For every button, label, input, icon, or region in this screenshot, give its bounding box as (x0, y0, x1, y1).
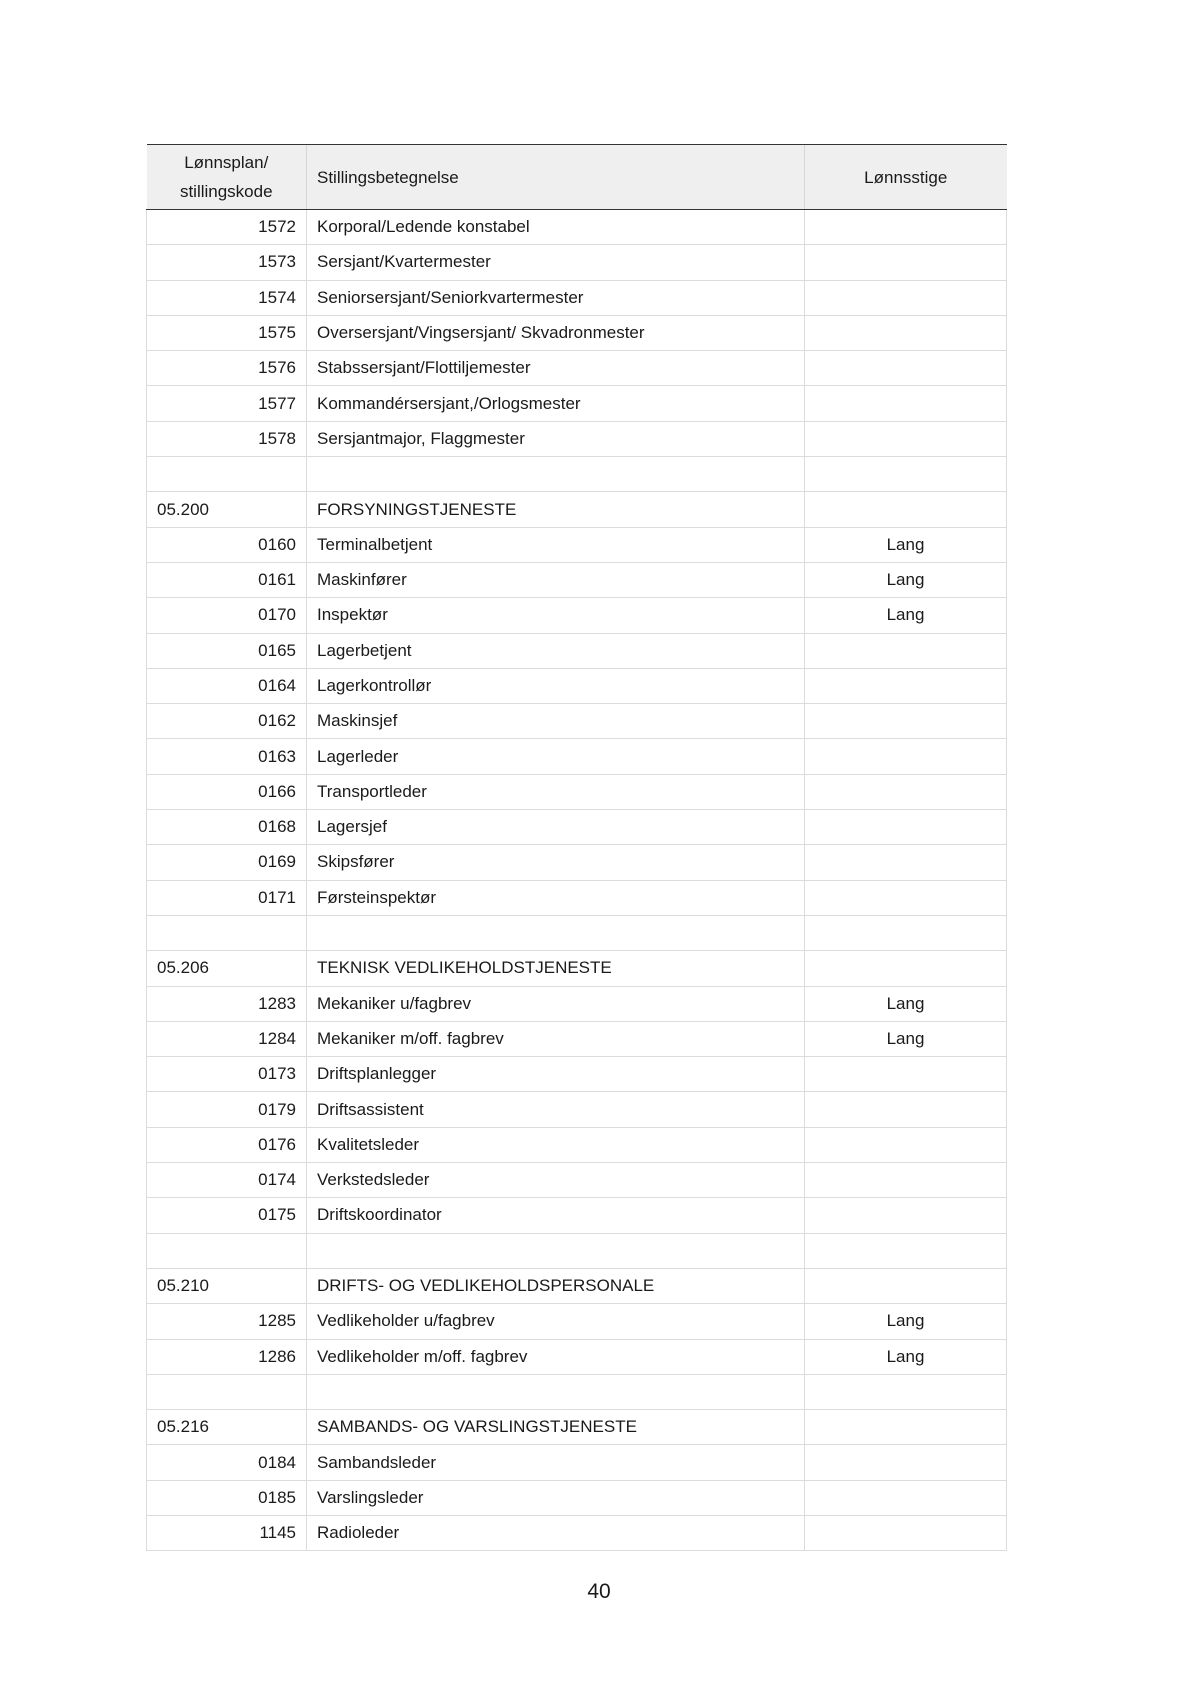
table-row (147, 774, 1007, 809)
salary-ladder-cell (805, 1198, 1007, 1233)
position-code-cell: 0170 (147, 598, 307, 633)
group-header-row (147, 951, 1007, 986)
salary-ladder-cell (805, 1127, 1007, 1162)
position-code-cell: 0176 (147, 1127, 307, 1162)
table-row (147, 1339, 1007, 1374)
position-code-cell: 1286 (147, 1339, 307, 1374)
position-title-cell: Lagersjef (307, 810, 805, 845)
position-code-cell: 0179 (147, 1092, 307, 1127)
group-header-row (147, 1410, 1007, 1445)
salary-ladder-cell (805, 1445, 1007, 1480)
position-code-cell: 1573 (147, 245, 307, 280)
salary-ladder-cell (805, 1268, 1007, 1303)
table-row (147, 1445, 1007, 1480)
position-title-cell: Seniorsersjant/Seniorkvartermester (307, 280, 805, 315)
empty-cell (147, 915, 307, 950)
salary-ladder-cell (805, 739, 1007, 774)
table-row (147, 668, 1007, 703)
position-code-cell: 0171 (147, 880, 307, 915)
empty-cell (307, 915, 805, 950)
salary-ladder-cell: Lang (805, 598, 1007, 633)
position-code-cell: 1283 (147, 986, 307, 1021)
position-code-cell: 1578 (147, 421, 307, 456)
position-code-cell: 0161 (147, 562, 307, 597)
column-header-code-line1: Lønnsplan/ (184, 153, 269, 172)
position-code-cell: 1574 (147, 280, 307, 315)
salary-ladder-cell (805, 633, 1007, 668)
position-title-cell: Kommandérsersjant,/Orlogsmester (307, 386, 805, 421)
group-title-cell: FORSYNINGSTJENESTE (307, 492, 805, 527)
column-header-ladder: Lønnsstige (805, 145, 1007, 210)
position-title-cell: Transportleder (307, 774, 805, 809)
empty-cell (307, 457, 805, 492)
salary-ladder-cell (805, 810, 1007, 845)
position-title-cell: Vedlikeholder m/off. fagbrev (307, 1339, 805, 1374)
empty-cell (805, 1374, 1007, 1409)
salary-ladder-cell (805, 1163, 1007, 1198)
page-number: 40 (587, 1580, 611, 1603)
position-title-cell: Lagerkontrollør (307, 668, 805, 703)
salary-ladder-cell: Lang (805, 986, 1007, 1021)
table-row (147, 598, 1007, 633)
empty-cell (805, 915, 1007, 950)
table-row-spacer (147, 915, 1007, 950)
table-row (147, 1198, 1007, 1233)
table-row (147, 527, 1007, 562)
table-row (147, 1021, 1007, 1056)
position-code-cell: 1572 (147, 210, 307, 245)
column-header-code-line2: stillingskode (179, 182, 273, 201)
position-code-cell: 0175 (147, 1198, 307, 1233)
position-title-cell: Mekaniker u/fagbrev (307, 986, 805, 1021)
table-row (147, 1057, 1007, 1092)
position-code-cell: 1145 (147, 1515, 307, 1550)
position-title-cell: Terminalbetjent (307, 527, 805, 562)
table-row (147, 1480, 1007, 1515)
empty-cell (307, 1233, 805, 1268)
column-header-title: Stillingsbetegnelse (307, 145, 805, 210)
salary-ladder-cell (805, 1092, 1007, 1127)
position-title-cell: Driftsassistent (307, 1092, 805, 1127)
salary-ladder-cell (805, 951, 1007, 986)
position-code-cell: 0174 (147, 1163, 307, 1198)
salary-ladder-cell (805, 210, 1007, 245)
position-code-cell: 0165 (147, 633, 307, 668)
position-code-cell: 0166 (147, 774, 307, 809)
position-title-cell: Driftskoordinator (307, 1198, 805, 1233)
empty-cell (805, 1233, 1007, 1268)
table-row (147, 210, 1007, 245)
table-row (147, 280, 1007, 315)
salary-ladder-cell (805, 774, 1007, 809)
salary-ladder-cell (805, 880, 1007, 915)
salary-ladder-cell: Lang (805, 1304, 1007, 1339)
position-title-cell: Sersjant/Kvartermester (307, 245, 805, 280)
salary-ladder-cell (805, 1057, 1007, 1092)
position-code-cell: 0163 (147, 739, 307, 774)
table-row-spacer (147, 1374, 1007, 1409)
table-row (147, 1304, 1007, 1339)
table-row (147, 1127, 1007, 1162)
table-row (147, 421, 1007, 456)
table-row (147, 1092, 1007, 1127)
table-header-row (147, 145, 1007, 210)
salary-ladder-cell: Lang (805, 1339, 1007, 1374)
table-row (147, 704, 1007, 739)
position-title-cell: Inspektør (307, 598, 805, 633)
position-code-cell: 0184 (147, 1445, 307, 1480)
position-code-cell: 0168 (147, 810, 307, 845)
table-row (147, 845, 1007, 880)
position-title-cell: Radioleder (307, 1515, 805, 1550)
salary-ladder-cell (805, 421, 1007, 456)
position-title-cell: Korporal/Ledende konstabel (307, 210, 805, 245)
table-row (147, 351, 1007, 386)
position-title-cell: Stabssersjant/Flottiljemester (307, 351, 805, 386)
salary-ladder-cell: Lang (805, 562, 1007, 597)
position-code-table (146, 144, 1007, 1551)
position-code-cell: 1577 (147, 386, 307, 421)
position-title-cell: Sersjantmajor, Flaggmester (307, 421, 805, 456)
position-code-cell: 1285 (147, 1304, 307, 1339)
position-title-cell: Maskinfører (307, 562, 805, 597)
salary-ladder-cell: Lang (805, 527, 1007, 562)
salary-ladder-cell (805, 668, 1007, 703)
position-title-cell: Vedlikeholder u/fagbrev (307, 1304, 805, 1339)
position-code-cell: 0169 (147, 845, 307, 880)
table-body (147, 210, 1007, 1551)
position-title-cell: Sambandsleder (307, 1445, 805, 1480)
position-title-cell: Varslingsleder (307, 1480, 805, 1515)
salary-ladder-cell (805, 1410, 1007, 1445)
table-row (147, 1515, 1007, 1550)
salary-ladder-cell (805, 351, 1007, 386)
group-code-cell: 05.200 (147, 492, 307, 527)
group-code-cell: 05.210 (147, 1268, 307, 1303)
salary-ladder-cell (805, 1480, 1007, 1515)
table-row (147, 633, 1007, 668)
group-code-cell: 05.216 (147, 1410, 307, 1445)
position-title-cell: Mekaniker m/off. fagbrev (307, 1021, 805, 1056)
salary-ladder-cell (805, 315, 1007, 350)
empty-cell (147, 1374, 307, 1409)
salary-ladder-cell (805, 386, 1007, 421)
table-row (147, 315, 1007, 350)
group-title-cell: SAMBANDS- OG VARSLINGSTJENESTE (307, 1410, 805, 1445)
group-header-row (147, 492, 1007, 527)
position-title-cell: Maskinsjef (307, 704, 805, 739)
salary-ladder-cell (805, 704, 1007, 739)
table-row-spacer (147, 1233, 1007, 1268)
table-row (147, 1163, 1007, 1198)
position-code-cell: 0162 (147, 704, 307, 739)
empty-cell (147, 1233, 307, 1268)
position-title-cell: Skipsfører (307, 845, 805, 880)
position-code-cell: 1576 (147, 351, 307, 386)
column-header-code (147, 145, 307, 210)
group-code-cell: 05.206 (147, 951, 307, 986)
position-title-cell: Verkstedsleder (307, 1163, 805, 1198)
position-code-cell: 0164 (147, 668, 307, 703)
table-row (147, 245, 1007, 280)
table-row-spacer (147, 457, 1007, 492)
position-code-cell: 0160 (147, 527, 307, 562)
position-code-cell: 0185 (147, 1480, 307, 1515)
table-row (147, 880, 1007, 915)
table-row (147, 562, 1007, 597)
salary-ladder-cell (805, 1515, 1007, 1550)
group-title-cell: DRIFTS- OG VEDLIKEHOLDSPERSONALE (307, 1268, 805, 1303)
position-title-cell: Førsteinspektør (307, 880, 805, 915)
group-header-row (147, 1268, 1007, 1303)
position-title-cell: Kvalitetsleder (307, 1127, 805, 1162)
salary-ladder-cell (805, 845, 1007, 880)
salary-ladder-cell: Lang (805, 1021, 1007, 1056)
position-title-cell: Oversersjant/Vingsersjant/ Skvadronmester (307, 315, 805, 350)
salary-ladder-cell (805, 245, 1007, 280)
position-code-cell: 1284 (147, 1021, 307, 1056)
empty-cell (805, 457, 1007, 492)
position-code-cell: 0173 (147, 1057, 307, 1092)
empty-cell (147, 457, 307, 492)
position-title-cell: Lagerleder (307, 739, 805, 774)
salary-ladder-cell (805, 492, 1007, 527)
empty-cell (307, 1374, 805, 1409)
salary-ladder-cell (805, 280, 1007, 315)
position-title-cell: Lagerbetjent (307, 633, 805, 668)
table-row (147, 739, 1007, 774)
table-row (147, 386, 1007, 421)
table-row (147, 810, 1007, 845)
table-row (147, 986, 1007, 1021)
group-title-cell: TEKNISK VEDLIKEHOLDSTJENESTE (307, 951, 805, 986)
position-title-cell: Driftsplanlegger (307, 1057, 805, 1092)
position-code-cell: 1575 (147, 315, 307, 350)
